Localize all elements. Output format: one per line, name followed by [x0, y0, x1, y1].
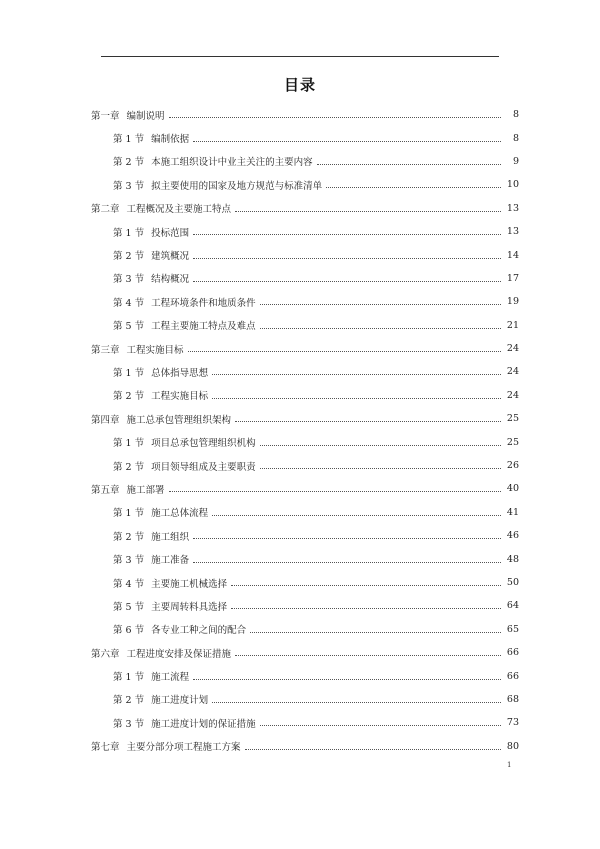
toc-entry-title: 工程实施目标 [151, 391, 209, 403]
toc-entry-number: 第 3 节 [113, 180, 145, 192]
toc-entry-title: 项目领导组成及主要职责 [151, 461, 256, 473]
toc-entry-page: 24 [506, 343, 519, 355]
toc-dot-leader [260, 304, 501, 305]
toc-entry-title: 施工总承包管理组织架构 [126, 414, 232, 426]
page-title: 目录 [283, 76, 316, 94]
toc-dot-leader [250, 632, 501, 633]
toc-entry-number: 第 1 节 [113, 227, 145, 239]
toc-entry-number: 第 2 节 [113, 391, 145, 403]
toc-chapter-entry[interactable] [91, 477, 519, 500]
header-rule [101, 56, 499, 57]
toc-entry-title: 总体指导思想 [151, 367, 209, 379]
toc-dot-leader [193, 679, 501, 680]
toc-dot-leader [260, 468, 501, 469]
toc-section-entry[interactable] [91, 711, 519, 734]
toc-entry-number: 第 1 节 [113, 367, 145, 379]
page-number: 1 [507, 761, 512, 769]
toc-dot-leader [193, 562, 501, 563]
toc-dot-leader [188, 351, 501, 352]
toc-dot-leader [212, 702, 501, 703]
toc-entry-title: 拟主要使用的国家及地方规范与标准清单 [151, 180, 323, 192]
toc-entry-number: 第一章 [91, 110, 120, 122]
toc-entry-number: 第 3 节 [113, 274, 145, 286]
toc-section-entry[interactable] [91, 126, 519, 149]
toc-entry-title: 编制说明 [126, 110, 165, 122]
toc-entry-title: 施工进度计划的保证措施 [151, 718, 256, 730]
toc-entry-page: 64 [506, 600, 519, 612]
toc-entry-number: 第 2 节 [113, 531, 145, 543]
toc-entry-title: 施工部署 [126, 484, 165, 496]
toc-entry-page: 41 [506, 506, 519, 518]
toc-entry-title: 施工组织 [151, 531, 190, 543]
toc-entry-number: 第 2 节 [113, 251, 145, 263]
toc-dot-leader [235, 211, 501, 212]
toc-dot-leader [235, 421, 501, 422]
toc-entry-number: 第 4 节 [113, 297, 145, 309]
toc-dot-leader [193, 281, 501, 282]
toc-entry-title: 工程主要施工特点及难点 [151, 321, 256, 333]
toc-entry-number: 第 2 节 [113, 157, 145, 169]
toc-section-entry[interactable] [91, 594, 519, 617]
toc-entry-title: 各专业工种之间的配合 [151, 625, 247, 637]
toc-section-entry[interactable] [91, 688, 519, 711]
toc-section-entry[interactable] [91, 360, 519, 383]
toc-dot-leader [212, 398, 501, 399]
toc-dot-leader [193, 234, 501, 235]
toc-dot-leader [193, 538, 501, 539]
toc-entry-page: 50 [506, 577, 519, 588]
toc-entry-page: 14 [506, 249, 519, 261]
toc-entry-page: 26 [506, 460, 519, 472]
toc-entry-number: 第 2 节 [113, 695, 145, 707]
toc-entry-page: 46 [506, 530, 519, 542]
toc-entry-number: 第 1 节 [113, 134, 145, 146]
toc-entry-number: 第 1 节 [113, 508, 145, 520]
toc-entry-page: 24 [506, 366, 519, 378]
toc-entry-number: 第 4 节 [113, 578, 145, 590]
toc-dot-leader [193, 258, 501, 259]
toc-dot-leader [260, 725, 501, 726]
toc-dot-leader [260, 445, 501, 446]
toc-chapter-entry[interactable] [91, 407, 519, 430]
toc-entry-page: 8 [512, 109, 519, 121]
toc-chapter-entry[interactable] [91, 103, 519, 126]
table-of-contents [91, 103, 519, 758]
toc-entry-title: 工程概况及主要施工特点 [126, 204, 232, 216]
toc-chapter-entry[interactable] [91, 735, 519, 758]
toc-entry-page: 13 [506, 226, 519, 238]
toc-entry-title: 施工准备 [151, 555, 190, 567]
toc-entry-title: 施工进度计划 [151, 695, 209, 707]
toc-entry-page: 9 [512, 155, 519, 167]
toc-dot-leader [231, 585, 501, 586]
toc-entry-page: 66 [506, 647, 519, 659]
toc-section-entry[interactable] [91, 501, 519, 524]
toc-section-entry[interactable] [91, 524, 519, 547]
toc-section-entry[interactable] [91, 547, 519, 570]
toc-entry-page: 80 [506, 740, 519, 752]
toc-section-entry[interactable] [91, 618, 519, 641]
toc-section-entry[interactable] [91, 267, 519, 290]
toc-dot-leader [212, 515, 501, 516]
toc-entry-number: 第 1 节 [113, 672, 145, 684]
toc-dot-leader [169, 491, 501, 492]
toc-dot-leader [212, 374, 501, 375]
toc-entry-page: 19 [506, 296, 519, 308]
toc-entry-title: 投标范围 [151, 227, 190, 239]
toc-entry-number: 第二章 [91, 204, 120, 216]
toc-section-entry[interactable] [91, 454, 519, 477]
toc-entry-page: 24 [506, 389, 519, 401]
toc-entry-page: 68 [506, 693, 519, 705]
toc-section-entry[interactable] [91, 384, 519, 407]
toc-entry-title: 主要施工机械选择 [151, 578, 228, 590]
toc-entry-title: 本施工组织设计中业主关注的主要内容 [151, 157, 313, 169]
toc-section-entry[interactable] [91, 173, 519, 196]
toc-entry-page: 21 [506, 319, 519, 331]
toc-section-entry[interactable] [91, 664, 519, 687]
toc-dot-leader [245, 749, 501, 750]
toc-chapter-entry[interactable] [91, 197, 519, 220]
toc-dot-leader [193, 141, 501, 142]
toc-section-entry[interactable] [91, 220, 519, 243]
toc-dot-leader [317, 164, 501, 165]
toc-entry-title: 施工总体流程 [151, 508, 209, 520]
toc-entry-number: 第四章 [91, 414, 120, 426]
toc-entry-page: 73 [506, 717, 519, 729]
toc-entry-number: 第五章 [91, 484, 120, 496]
toc-section-entry[interactable] [91, 150, 519, 173]
toc-entry-title: 工程进度安排及保证措施 [126, 648, 232, 660]
toc-entry-page: 65 [506, 623, 519, 635]
toc-dot-leader [235, 655, 501, 656]
toc-entry-number: 第 6 节 [113, 625, 145, 637]
toc-entry-title: 建筑概况 [151, 251, 190, 263]
toc-entry-number: 第 3 节 [113, 555, 145, 567]
toc-section-entry[interactable] [91, 290, 519, 313]
toc-entry-page: 48 [506, 553, 519, 565]
toc-section-entry[interactable] [91, 571, 519, 594]
toc-chapter-entry[interactable] [91, 337, 519, 360]
toc-dot-leader [326, 187, 501, 188]
toc-section-entry[interactable] [91, 243, 519, 266]
toc-entry-title: 主要分部分项工程施工方案 [126, 742, 241, 754]
toc-entry-page: 13 [506, 202, 519, 214]
toc-entry-number: 第六章 [91, 648, 120, 660]
toc-entry-title: 工程环境条件和地质条件 [151, 297, 256, 309]
toc-entry-page: 66 [506, 670, 519, 682]
toc-entry-title: 施工流程 [151, 672, 190, 684]
toc-entry-page: 17 [506, 272, 519, 284]
toc-entry-number: 第七章 [91, 742, 120, 754]
toc-entry-title: 编制依据 [151, 134, 190, 146]
toc-entry-number: 第 3 节 [113, 718, 145, 730]
toc-chapter-entry[interactable] [91, 641, 519, 664]
toc-entry-page: 25 [506, 436, 519, 448]
toc-entry-number: 第 1 节 [113, 438, 145, 450]
toc-entry-page: 10 [506, 179, 519, 191]
toc-entry-number: 第 2 节 [113, 461, 145, 473]
toc-entry-title: 结构概况 [151, 274, 190, 286]
toc-entry-number: 第 5 节 [113, 321, 145, 333]
toc-section-entry[interactable] [91, 430, 519, 453]
toc-section-entry[interactable] [91, 314, 519, 337]
toc-entry-page: 25 [506, 413, 519, 425]
toc-entry-number: 第三章 [91, 344, 120, 356]
toc-dot-leader [231, 608, 501, 609]
toc-dot-leader [169, 117, 501, 118]
toc-dot-leader [260, 328, 501, 329]
toc-entry-title: 主要周转料具选择 [151, 601, 228, 613]
toc-entry-page: 40 [506, 483, 519, 495]
toc-entry-title: 工程实施目标 [126, 344, 184, 356]
toc-entry-page: 8 [512, 132, 519, 144]
toc-entry-number: 第 5 节 [113, 601, 145, 613]
toc-entry-title: 项目总承包管理组织机构 [151, 438, 256, 450]
